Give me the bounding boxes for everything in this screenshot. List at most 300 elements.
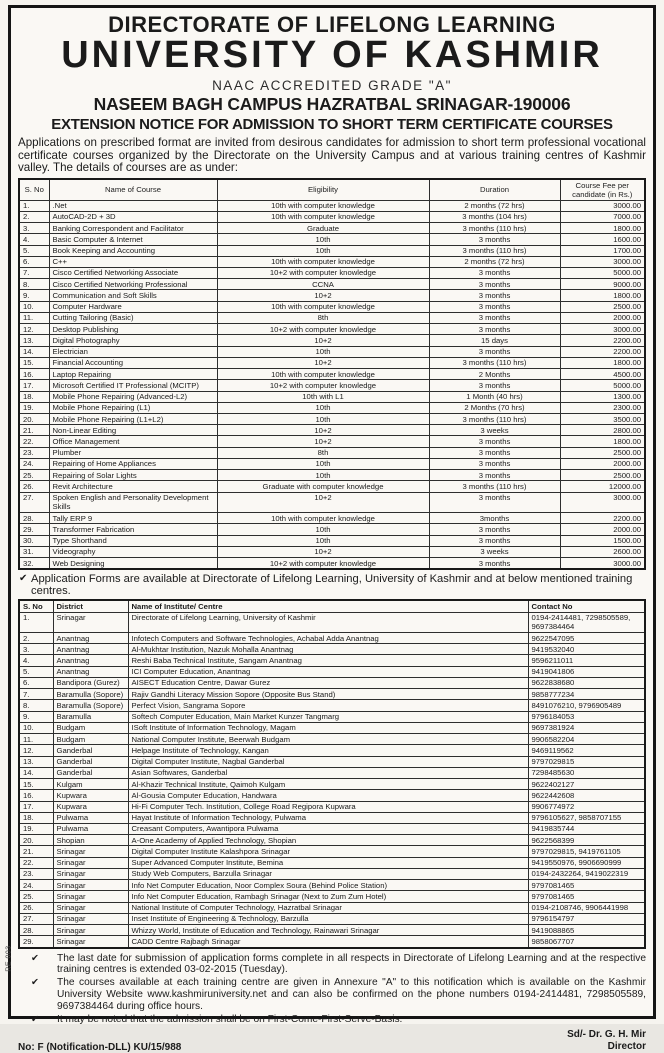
table-cell: 16. [19, 369, 49, 380]
table-cell: Banking Correspondent and Facilitator [49, 223, 217, 234]
table-cell: 3 months [429, 290, 560, 301]
table-cell: 12000.00 [560, 481, 645, 492]
table-cell: Tally ERP 9 [49, 513, 217, 524]
table-cell: 2000.00 [560, 458, 645, 469]
table-cell: 19. [19, 823, 53, 834]
forms-availability-text: Application Forms are available at Directorate of Lifelong Learning, University of Kashmir and at below mentioned training centres. [31, 573, 633, 598]
table-cell: 5000.00 [560, 380, 645, 391]
table-cell: 10+2 [217, 425, 429, 436]
table-cell: 3 months [429, 458, 560, 469]
table-cell: 8. [19, 700, 53, 711]
table-cell: 23. [19, 868, 53, 879]
table-cell: 0194-2108746, 9906441998 [528, 902, 645, 913]
table-cell: Ganderbal [53, 767, 128, 778]
courses-table-body [19, 200, 645, 569]
table-cell: 3 months (110 hrs) [429, 357, 560, 368]
table-cell: 3 months [429, 380, 560, 391]
table-cell: Perfect Vision, Sangrama Sopore [128, 700, 528, 711]
table-cell: 9797081465 [528, 891, 645, 902]
table-cell: 9622442608 [528, 790, 645, 801]
table-cell: Mobile Phone Repairing (L1+L2) [49, 414, 217, 425]
table-cell: 8th [217, 312, 429, 323]
table-cell: 10th with computer knowledge [217, 369, 429, 380]
table-cell: 9797029815 [528, 756, 645, 767]
table-cell: 2. [19, 211, 49, 222]
table-row [19, 357, 645, 368]
table-cell: 10th [217, 346, 429, 357]
table-cell: 3 months (110 hrs) [429, 481, 560, 492]
table-cell: Rajiv Gandhi Literacy Mission Sopore (Opposite Bus Stand) [128, 689, 528, 700]
table-cell: 3 months [429, 301, 560, 312]
table-row [19, 391, 645, 402]
table-cell: 9622568399 [528, 835, 645, 846]
table-cell: Revit Architecture [49, 481, 217, 492]
table-row [19, 722, 645, 733]
table-cell: 10+2 with computer knowledge [217, 558, 429, 570]
table-cell: 9419088865 [528, 925, 645, 936]
table-cell: 4. [19, 234, 49, 245]
table-cell: 9622838680 [528, 677, 645, 688]
table-row [19, 689, 645, 700]
table-row [19, 470, 645, 481]
table-cell: 3000.00 [560, 324, 645, 335]
table-cell: Mobile Phone Repairing (Advanced-L2) [49, 391, 217, 402]
table-cell: AutoCAD-2D + 3D [49, 211, 217, 222]
table-cell: 3 months [429, 312, 560, 323]
table-row [19, 546, 645, 557]
table-cell: 3 months (110 hrs) [429, 245, 560, 256]
table-cell: .Net [49, 200, 217, 211]
table-row [19, 711, 645, 722]
table-cell: Videography [49, 546, 217, 557]
table-row [19, 880, 645, 891]
table-cell: 0194-2432264, 9419022319 [528, 868, 645, 879]
table-cell: 1800.00 [560, 436, 645, 447]
table-cell: 9622402127 [528, 779, 645, 790]
table-cell: 13. [19, 335, 49, 346]
table-cell: Srinagar [53, 925, 128, 936]
reference-number: No: F (Notification-DLL) KU/15/988 [18, 1041, 182, 1053]
table-cell: 3 months (110 hrs) [429, 414, 560, 425]
table-cell: 9419532040 [528, 644, 645, 655]
table-cell: 17. [19, 380, 49, 391]
table-cell: 3 months [429, 447, 560, 458]
notice-border-frame [5, 5, 656, 1053]
table-cell: 10+2 [217, 357, 429, 368]
table-cell: Srinagar [53, 913, 128, 924]
table-cell: Anantnag [53, 655, 128, 666]
table-cell: 3 weeks [429, 425, 560, 436]
table-row [19, 925, 645, 936]
table-cell: Digital Photography [49, 335, 217, 346]
table-cell: Softech Computer Education, Main Market Kunzer Tangmarg [128, 711, 528, 722]
table-row [19, 279, 645, 290]
table-cell: 15 days [429, 335, 560, 346]
table-cell: C++ [49, 256, 217, 267]
table-row [19, 812, 645, 823]
table-cell: 5. [19, 245, 49, 256]
table-row [19, 290, 645, 301]
table-cell: 9906774972 [528, 801, 645, 812]
table-cell: 2 months (72 hrs) [429, 256, 560, 267]
table-cell: 20. [19, 835, 53, 846]
table-cell: Type Shorthand [49, 535, 217, 546]
table-cell: 10th [217, 414, 429, 425]
table-cell: 9796105627, 9858707155 [528, 812, 645, 823]
table-row [19, 436, 645, 447]
table-cell: 2500.00 [560, 447, 645, 458]
table-cell: Al-Mukhtar Institution, Nazuk Mohalla Anantnag [128, 644, 528, 655]
table-row [19, 513, 645, 524]
table-row [19, 677, 645, 688]
table-cell: 9. [19, 711, 53, 722]
table-row [19, 868, 645, 879]
table-cell: 3 months [429, 558, 560, 570]
table-cell: Digital Computer Institute, Nagbal Ganderbal [128, 756, 528, 767]
table-cell: 3. [19, 644, 53, 655]
table-row [19, 633, 645, 644]
table-cell: 3months [429, 513, 560, 524]
table-cell: 7. [19, 267, 49, 278]
table-row [19, 558, 645, 570]
table-cell: 21. [19, 425, 49, 436]
table-cell: National Institute of Computer Technology, Hazratbal Srinagar [128, 902, 528, 913]
table-cell: 1. [19, 200, 49, 211]
table-cell: 3 months (104 hrs) [429, 211, 560, 222]
table-cell: Repairing of Solar Lights [49, 470, 217, 481]
table-cell: 3 weeks [429, 546, 560, 557]
table-cell: 10th with computer knowledge [217, 513, 429, 524]
table-row [19, 335, 645, 346]
table-cell: A-One Academy of Applied Technology, Shopian [128, 835, 528, 846]
table-cell: AISECT Education Centre, Dawar Gurez [128, 677, 528, 688]
table-cell: Electrician [49, 346, 217, 357]
table-cell: 2600.00 [560, 546, 645, 557]
table-cell: 2200.00 [560, 513, 645, 524]
signature-block [567, 1029, 646, 1053]
table-cell: 3000.00 [560, 200, 645, 211]
check-icon: ✔ [31, 952, 39, 964]
column-header-institute: Name of Institute/ Centre [128, 600, 528, 612]
table-cell: 9797029815, 9419761105 [528, 846, 645, 857]
table-cell: Laptop Repairing [49, 369, 217, 380]
table-row [19, 301, 645, 312]
table-cell: 10th with computer knowledge [217, 200, 429, 211]
table-cell: Cisco Certified Networking Professional [49, 279, 217, 290]
centres-table-header [19, 600, 645, 612]
table-cell: 19. [19, 402, 49, 413]
table-cell: Graduate with computer knowledge [217, 481, 429, 492]
table-cell: Shopian [53, 835, 128, 846]
table-row [19, 380, 645, 391]
table-cell: 26. [19, 902, 53, 913]
table-row [19, 369, 645, 380]
table-row [19, 211, 645, 222]
table-row [19, 666, 645, 677]
table-cell: 32. [19, 558, 49, 570]
column-header-sno: S. No [19, 179, 49, 200]
table-cell: 3 months [429, 535, 560, 546]
table-cell: 10th with computer knowledge [217, 256, 429, 267]
column-header-district: District [53, 600, 128, 612]
table-cell: 2500.00 [560, 470, 645, 481]
table-cell: CCNA [217, 279, 429, 290]
table-row [19, 767, 645, 778]
column-header-fee: Course Fee per candidate (in Rs.) [560, 179, 645, 200]
note-text: It may be noted that the admission shall be on First-Come-First-Serve-Basis. [57, 1013, 403, 1025]
table-cell: 28. [19, 513, 49, 524]
table-cell: Plumber [49, 447, 217, 458]
table-cell: 1800.00 [560, 223, 645, 234]
table-cell: 12. [19, 745, 53, 756]
notice-title: EXTENSION NOTICE FOR ADMISSION TO SHORT TERM CERTIFICATE COURSES [51, 115, 613, 133]
table-row [19, 745, 645, 756]
table-row [19, 857, 645, 868]
table-cell: Directorate of Lifelong Learning, University of Kashmir [128, 612, 528, 632]
table-cell: 11. [19, 734, 53, 745]
table-cell: 7000.00 [560, 211, 645, 222]
table-cell: Helpage Institute of Technology, Kangan [128, 745, 528, 756]
table-cell: Desktop Publishing [49, 324, 217, 335]
column-header-course: Name of Course [49, 179, 217, 200]
check-icon: ✔ [19, 573, 28, 585]
table-cell: 1300.00 [560, 391, 645, 402]
table-cell: 9000.00 [560, 279, 645, 290]
column-header-duration: Duration [429, 179, 560, 200]
table-cell: 8491076210, 9796905489 [528, 700, 645, 711]
table-cell: Ganderbal [53, 745, 128, 756]
table-cell: 16. [19, 790, 53, 801]
table-cell: 3 months [429, 436, 560, 447]
table-cell: 27. [19, 492, 49, 512]
table-cell: 14. [19, 346, 49, 357]
table-cell: 1 Month (40 hrs) [429, 391, 560, 402]
table-cell: 7. [19, 689, 53, 700]
table-cell: 24. [19, 458, 49, 469]
table-cell: 31. [19, 546, 49, 557]
table-cell: 3000.00 [560, 558, 645, 570]
table-cell: 9. [19, 290, 49, 301]
table-cell: 2 Months (70 hrs) [429, 402, 560, 413]
table-cell: 22. [19, 857, 53, 868]
table-cell: 2200.00 [560, 346, 645, 357]
table-cell: 10+2 with computer knowledge [217, 324, 429, 335]
table-cell: Info Net Computer Education, Rambagh Srinagar (Next to Zum Zum Hotel) [128, 891, 528, 902]
table-row [19, 644, 645, 655]
table-cell: 1700.00 [560, 245, 645, 256]
table-cell: 25. [19, 891, 53, 902]
table-cell: 10+2 with computer knowledge [217, 380, 429, 391]
table-cell: 2 months (72 hrs) [429, 200, 560, 211]
table-cell: 10th [217, 524, 429, 535]
footnotes [18, 953, 646, 1026]
table-cell: Kupwara [53, 801, 128, 812]
table-cell: 10th [217, 470, 429, 481]
table-cell: Budgam [53, 734, 128, 745]
table-cell: 1500.00 [560, 535, 645, 546]
table-cell: Srinagar [53, 891, 128, 902]
column-header-eligibility: Eligibility [217, 179, 429, 200]
table-cell: 2000.00 [560, 524, 645, 535]
table-cell: Al-Khazir Technical Institute, Qaimoh Kulgam [128, 779, 528, 790]
table-cell: 10th with L1 [217, 391, 429, 402]
table-cell: Non-Linear Editing [49, 425, 217, 436]
table-row [19, 524, 645, 535]
table-cell: 10+2 with computer knowledge [217, 267, 429, 278]
table-cell: 23. [19, 447, 49, 458]
table-row [19, 913, 645, 924]
table-cell: 9697381924 [528, 722, 645, 733]
table-cell: Mobile Phone Repairing (L1) [49, 402, 217, 413]
table-cell: Srinagar [53, 880, 128, 891]
table-cell: Ganderbal [53, 756, 128, 767]
table-cell: 9419041806 [528, 666, 645, 677]
table-cell: 10th [217, 535, 429, 546]
table-cell: Creasant Computers, Awantipora Pulwama [128, 823, 528, 834]
table-cell: Financial Accounting [49, 357, 217, 368]
table-cell: 9419835744 [528, 823, 645, 834]
table-row [19, 655, 645, 666]
table-cell: 30. [19, 535, 49, 546]
table-cell: 18. [19, 812, 53, 823]
table-cell: 10+2 [217, 335, 429, 346]
table-row [19, 402, 645, 413]
table-cell: 9469119562 [528, 745, 645, 756]
table-cell: Repairing of Home Appliances [49, 458, 217, 469]
table-cell: 1800.00 [560, 357, 645, 368]
table-cell: 2 Months [429, 369, 560, 380]
table-cell: Hi-Fi Computer Tech. Institution, College Road Regipora Kupwara [128, 801, 528, 812]
table-cell: 9858777234 [528, 689, 645, 700]
table-cell: 18. [19, 391, 49, 402]
table-cell: Book Keeping and Accounting [49, 245, 217, 256]
table-cell: Cisco Certified Networking Associate [49, 267, 217, 278]
intro-paragraph: Applications on prescribed format are invited from desirous candidates for admission to short term professional vocational certificate courses organized by the Directorate on the University Campus and at various training centres of Kashmir valley. The details of courses are as under: [18, 135, 646, 175]
table-row [19, 779, 645, 790]
table-cell: 3000.00 [560, 256, 645, 267]
table-cell: Anantnag [53, 666, 128, 677]
table-cell: Baramulla (Sopore) [53, 689, 128, 700]
table-cell: Basic Computer & Internet [49, 234, 217, 245]
table-cell: 2000.00 [560, 312, 645, 323]
table-row [19, 612, 645, 632]
note-text: The last date for submission of application forms complete in all respects in Directorate of Lifelong Learning and at the respective training centres is extended 03-02-2015 (Tuesday). [57, 952, 646, 976]
table-row [19, 823, 645, 834]
table-cell: Srinagar [53, 936, 128, 948]
table-row [19, 891, 645, 902]
table-cell: 9796184053 [528, 711, 645, 722]
table-cell: Baramulla (Sopore) [53, 700, 128, 711]
table-row [19, 902, 645, 913]
table-cell: 3 months (110 hrs) [429, 223, 560, 234]
table-row [19, 458, 645, 469]
side-reference-label: RE 003 [5, 945, 13, 972]
table-cell: 10th [217, 458, 429, 469]
table-cell: Srinagar [53, 846, 128, 857]
table-cell: Graduate [217, 223, 429, 234]
table-cell: 22. [19, 436, 49, 447]
table-cell: 15. [19, 779, 53, 790]
table-cell: 3 months [429, 234, 560, 245]
table-cell: 3 months [429, 524, 560, 535]
table-cell: 9906582204 [528, 734, 645, 745]
table-cell: 15. [19, 357, 49, 368]
table-cell: 9622547095 [528, 633, 645, 644]
table-cell: Baramulla [53, 711, 128, 722]
table-row [19, 535, 645, 546]
table-cell: National Computer Institute, Beerwah Budgam [128, 734, 528, 745]
table-cell: 13. [19, 756, 53, 767]
table-cell: Budgam [53, 722, 128, 733]
table-cell: 10+2 [217, 436, 429, 447]
table-cell: Whizzy World, Institute of Education and Technology, Rainawari Srinagar [128, 925, 528, 936]
table-cell: 4. [19, 655, 53, 666]
table-cell: Communication and Soft Skills [49, 290, 217, 301]
forms-availability-note [18, 573, 646, 597]
table-row [19, 346, 645, 357]
table-cell: 10th [217, 234, 429, 245]
table-cell: Transformer Fabrication [49, 524, 217, 535]
signature-designation: Director [607, 1040, 646, 1052]
table-cell: 2200.00 [560, 335, 645, 346]
table-row [19, 835, 645, 846]
table-row [19, 234, 645, 245]
table-cell: 2300.00 [560, 402, 645, 413]
table-row [19, 790, 645, 801]
table-cell: 6. [19, 677, 53, 688]
table-cell: 9858067707 [528, 936, 645, 948]
table-cell: Srinagar [53, 902, 128, 913]
check-icon: ✔ [31, 1013, 39, 1025]
table-cell: 17. [19, 801, 53, 812]
table-cell: 3 months [429, 324, 560, 335]
campus-address-line: NASEEM BAGH CAMPUS HAZRATBAL SRINAGAR-190006 [93, 93, 571, 114]
table-cell: Reshi Baba Technical Institute, Sangam Anantnag [128, 655, 528, 666]
table-row [19, 245, 645, 256]
table-cell: 20. [19, 414, 49, 425]
centres-table [18, 599, 646, 948]
table-cell: 10. [19, 722, 53, 733]
table-cell: 3 months [429, 492, 560, 512]
table-cell: 7298485630 [528, 767, 645, 778]
table-cell: 10+2 [217, 492, 429, 512]
table-cell: Kulgam [53, 779, 128, 790]
table-cell: Info Net Computer Education, Noor Complex Soura (Behind Police Station) [128, 880, 528, 891]
table-cell: 29. [19, 524, 49, 535]
table-cell: Srinagar [53, 612, 128, 632]
table-cell: 14. [19, 767, 53, 778]
courses-table [18, 178, 646, 570]
table-cell: 5000.00 [560, 267, 645, 278]
table-cell: 1800.00 [560, 290, 645, 301]
check-icon: ✔ [31, 977, 39, 989]
note-item [18, 953, 646, 977]
table-row [19, 223, 645, 234]
table-cell: 10. [19, 301, 49, 312]
table-cell: Bandipora (Gurez) [53, 677, 128, 688]
table-cell: Digital Computer Institute Kalashpora Srinagar [128, 846, 528, 857]
note-item [18, 1014, 646, 1026]
notice-header [18, 13, 646, 133]
table-cell: 29. [19, 936, 53, 948]
table-cell: Anantnag [53, 644, 128, 655]
table-cell: 10th [217, 245, 429, 256]
table-cell: 9596211011 [528, 655, 645, 666]
table-cell: Microsoft Certified IT Professional (MCITP) [49, 380, 217, 391]
university-title: UNIVERSITY OF KASHMIR [61, 34, 603, 77]
table-cell: 10+2 [217, 290, 429, 301]
courses-table-header [19, 179, 645, 200]
